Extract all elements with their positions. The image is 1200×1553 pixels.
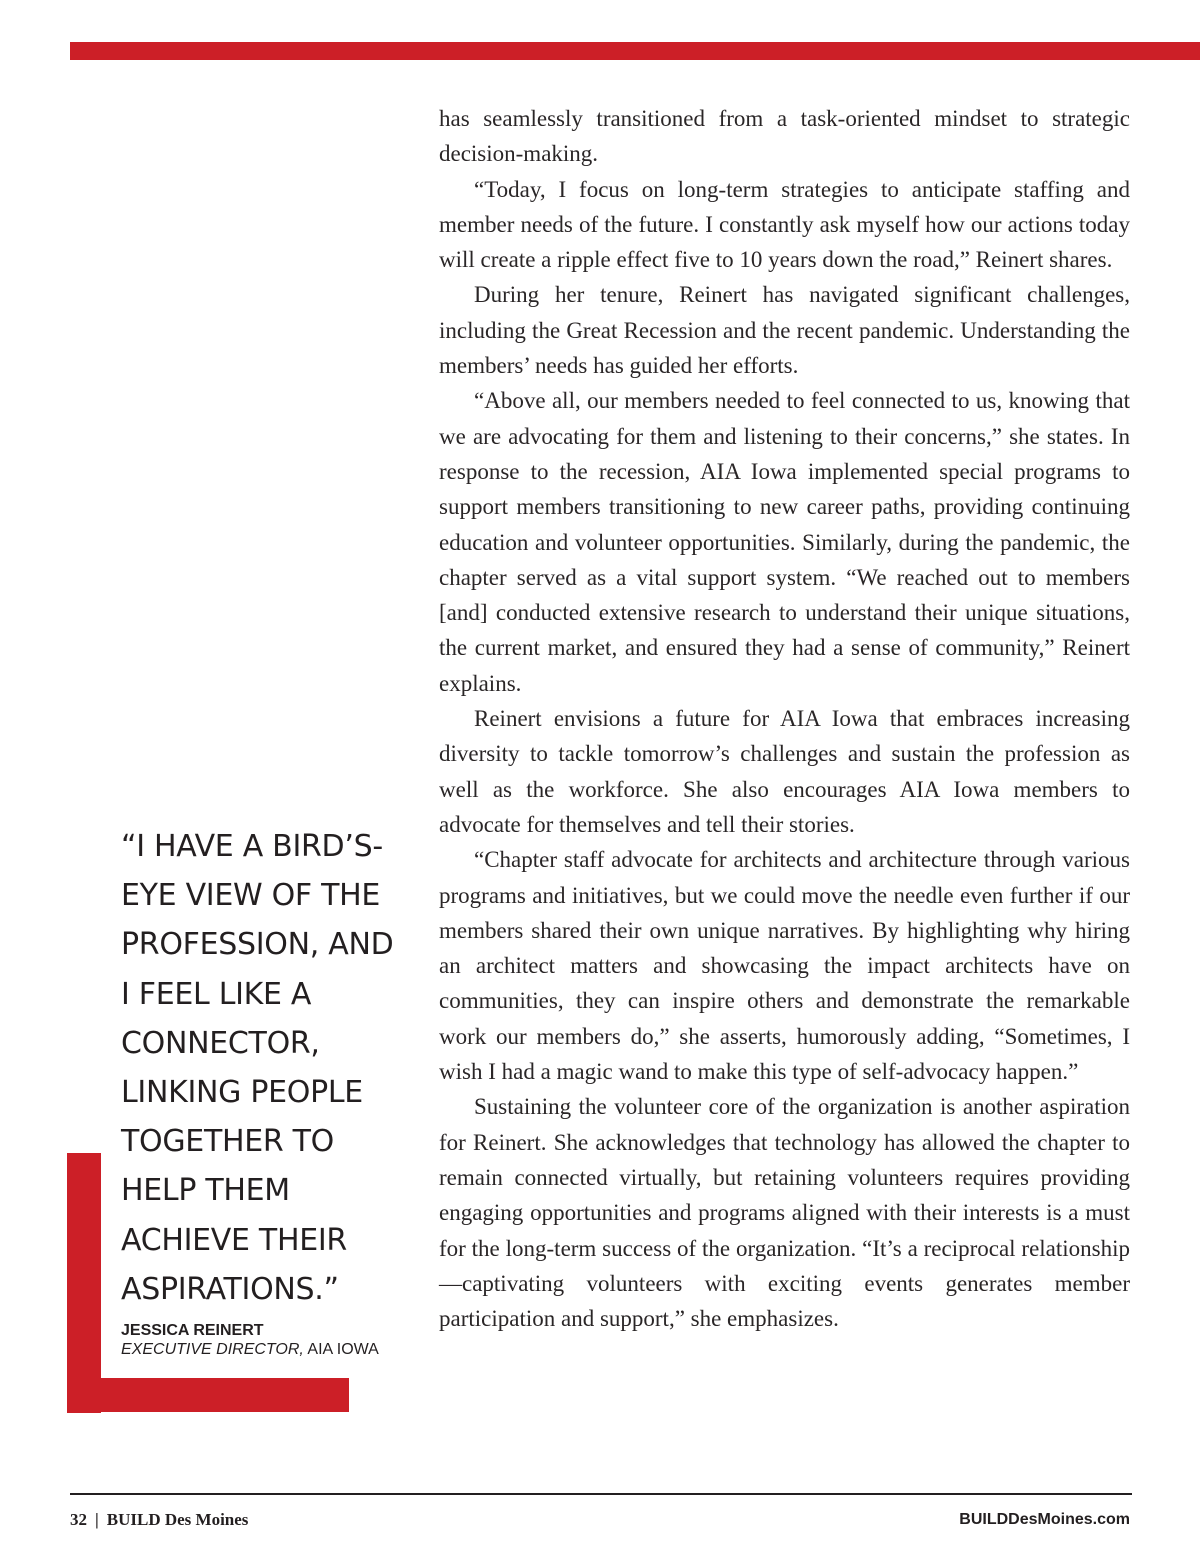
article-paragraph: “Chapter staff advocate for architects and architecture through various programs and initiatives, but we could move the needle even further if our members shared their own unique narratives. By highlighting why hiring an architect matters and showcasing the impact architects have on communities, they can inspire others and demonstrate the remarkable work our members do,” she asserts, humorously adding, “Sometimes, I wish I had a magic wand to make this type of self-advocacy happen.” (439, 847, 1130, 1085)
pull-quote-bracket-vertical (67, 1153, 101, 1413)
article-paragraph: has seamlessly transitioned from a task-oriented mindset to strategic decision-making. (439, 106, 1130, 167)
article-paragraph: “Today, I focus on long-term strategies to anticipate staffing and member needs of the future. I constantly ask myself how our actions today will create a ripple effect five to 10 years down the road,” Reinert shares. (439, 176, 1130, 273)
footer-divider (70, 1493, 1132, 1495)
footer-website[interactable]: BUILDDesMoines.com (959, 1511, 1130, 1528)
article-paragraph: “Above all, our members needed to feel connected to us, knowing that we are advocating for them and listening to their concerns,” she states. In response to the recession, AIA Iowa implemented special programs to support members transitioning to new career paths, providing continuing education and volunteer opportunities. Similarly, during the pandemic, the chapter served as a vital support system. “We reached out to members [and] conducted extensive research to understand their unique situations, the current market, and ensured they had a sense of community,” Reinert explains. (439, 388, 1130, 696)
author-role: EXECUTIVE DIRECTOR, (121, 1341, 304, 1358)
publication-name: BUILD Des Moines (106, 1510, 249, 1529)
author-organization: AIA IOWA (307, 1341, 379, 1358)
article-paragraph: Reinert envisions a future for AIA Iowa that embraces increasing diversity to tackle tomorrow’s challenges and sustain the profession as well as the workforce. She also encourages AIA Iowa members to advocate for themselves and tell their stories. (439, 706, 1130, 837)
footer-separator: | (95, 1510, 99, 1529)
pull-quote-author: JESSICA REINERT (121, 1322, 264, 1339)
pull-quote-text: “I HAVE A BIRD’S-EYE VIEW OF THE PROFESSION, AND I FEEL LIKE A CONNECTOR, LINKING PEOPLE TOGETHER TO HELP THEM ACHIEVE THEIR ASPIRATIONS.” (121, 829, 394, 1307)
article-body (439, 101, 1130, 1336)
article-paragraph: Sustaining the volunteer core of the organization is another aspiration for Reinert. She acknowledges that technology has allowed the chapter to remain connected virtually, but retaining volunteers requires providing engaging opportunities and programs aligned with their interests is a must for the long-term success of the organization. “It’s a reciprocal relationship—captivating volunteers with exciting events generates member participation and support,” she emphasizes. (439, 1094, 1130, 1332)
top-accent-bar (70, 42, 1200, 60)
pull-quote-bracket-horizontal (67, 1378, 349, 1412)
pull-quote-author-title (121, 1340, 379, 1360)
page-number: 32 (70, 1510, 87, 1529)
footer-folio (70, 1509, 248, 1531)
article-paragraph: During her tenure, Reinert has navigated significant challenges, including the Great Recession and the recent pandemic. Understanding the members’ needs has guided her efforts. (439, 282, 1130, 379)
